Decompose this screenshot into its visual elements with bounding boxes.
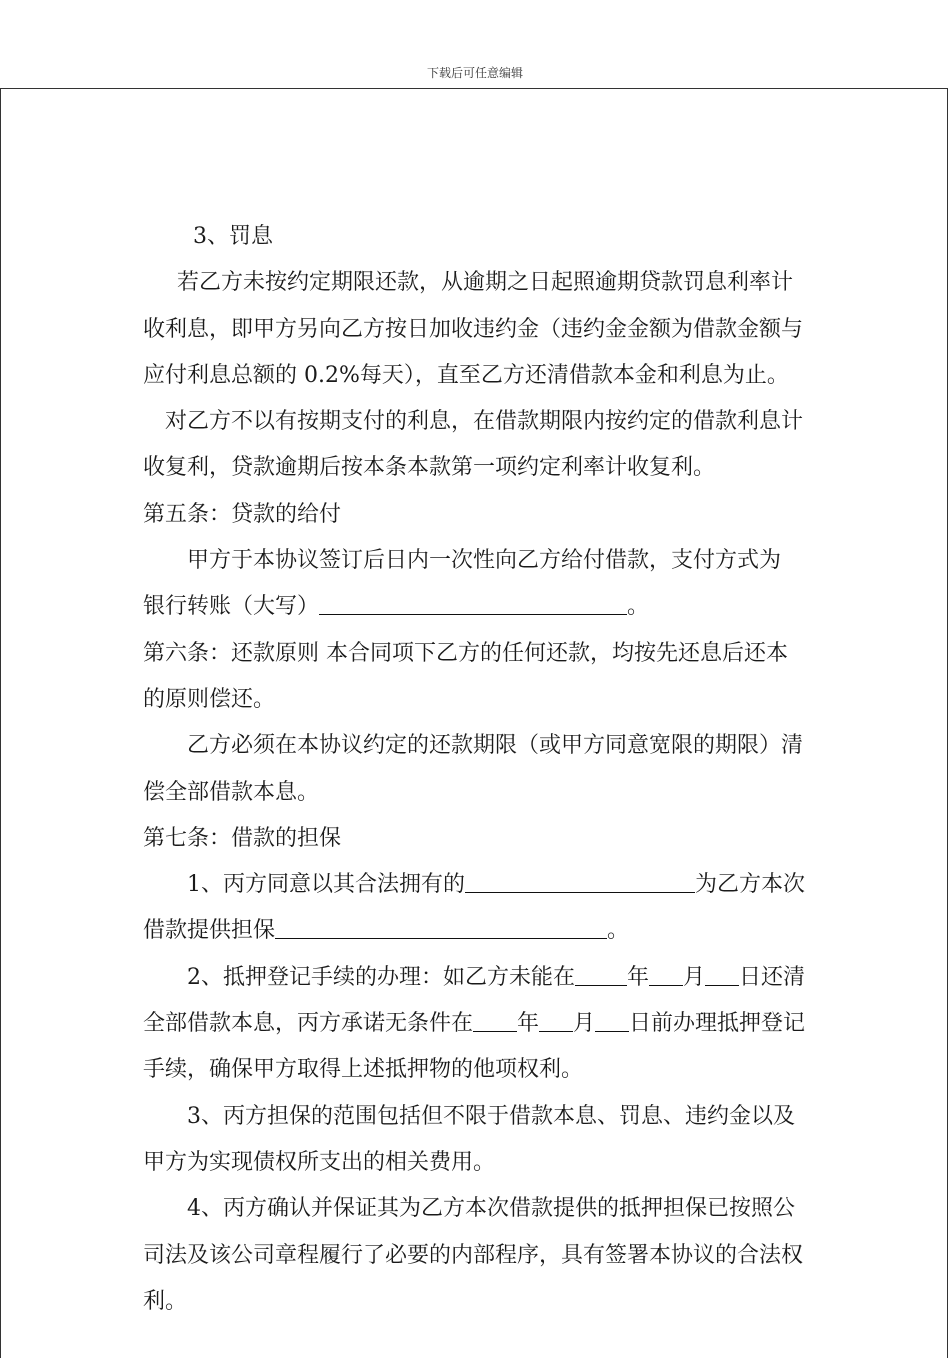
article-6-line: 第六条：还款原则 本合同项下乙方的任何还款，均按先还息后还本的原则偿还。	[143, 640, 788, 712]
paragraph-guarantee-1	[143, 862, 808, 955]
blank-year-field[interactable]	[575, 963, 627, 986]
blank-day-field-2[interactable]	[595, 1009, 629, 1032]
paragraph-penalty-heading: 3、罚息	[193, 224, 273, 249]
blank-guarantee-field[interactable]	[275, 916, 607, 939]
payment-method-label: 银行转账（大写）	[143, 594, 320, 620]
blank-month-field[interactable]	[649, 963, 683, 986]
punctuation: 。	[607, 918, 630, 944]
paragraph-penalty-interest: 若乙方未按约定期限还款，从逾期之日起照逾期贷款罚息利率计收利息，即甲方另向乙方按日加收违约金（违约金金额为借款金额与应付利息总额的 0.2%每天），直至乙方还清借款本金和利息为止。	[143, 270, 804, 388]
blank-year-field-2[interactable]	[473, 1009, 517, 1032]
guarantee-2-text-2: 日还清全部借款本息，丙方承诺无条件在	[143, 964, 806, 1037]
year-label: 年	[627, 964, 650, 990]
paragraph-guarantee-2	[143, 955, 808, 1094]
article-7-title: 第七条：借款的担保	[143, 825, 342, 851]
blank-amount-field[interactable]	[319, 592, 627, 615]
blank-collateral-field[interactable]	[465, 870, 695, 893]
contract-body	[143, 214, 808, 1325]
blank-day-field[interactable]	[705, 963, 739, 986]
blank-month-field-2[interactable]	[539, 1009, 573, 1032]
guarantee-2-text: 2、抵押登记手续的办理：如乙方未能在	[187, 964, 575, 990]
paragraph-guarantee-3: 3、丙方担保的范围包括但不限于借款本息、罚息、违约金以及甲方为实现债权所支出的相关费用。	[143, 1103, 795, 1175]
paragraph-loan-payment: 甲方于本协议签订后日内一次性向乙方给付借款，支付方式为	[187, 548, 782, 574]
guarantee-1-text: 1、丙方同意以其合法拥有的	[187, 872, 465, 898]
paragraph-payment-method	[143, 584, 808, 630]
article-5-title: 第五条：贷款的给付	[143, 501, 342, 527]
month-label-2: 月	[573, 1011, 596, 1037]
paragraph-guarantee-4: 4、丙方确认并保证其为乙方本次借款提供的抵押担保已按照公司法及该公司章程履行了必要的内部程序，具有签署本协议的合法权利。	[143, 1196, 804, 1314]
punctuation: 。	[627, 594, 650, 620]
guarantee-1-text-2: 为乙方本次借款提供担保	[143, 872, 806, 944]
paragraph-repayment-deadline: 乙方必须在本协议约定的还款期限（或甲方同意宽限的期限）清偿全部借款本息。	[143, 733, 804, 805]
month-label: 月	[683, 964, 706, 990]
paragraph-compound-interest: 对乙方不以有按期支付的利息，在借款期限内按约定的借款利息计收复利，贷款逾期后按本条本款第一项约定利率计收复利。	[143, 409, 804, 481]
guarantee-2-text-3: 日前办理抵押登记手续，确保甲方取得上述抵押物的他项权利。	[143, 1011, 806, 1083]
page-header-note: 下载后可任意编辑	[426, 66, 523, 80]
year-label-2: 年	[517, 1011, 540, 1037]
